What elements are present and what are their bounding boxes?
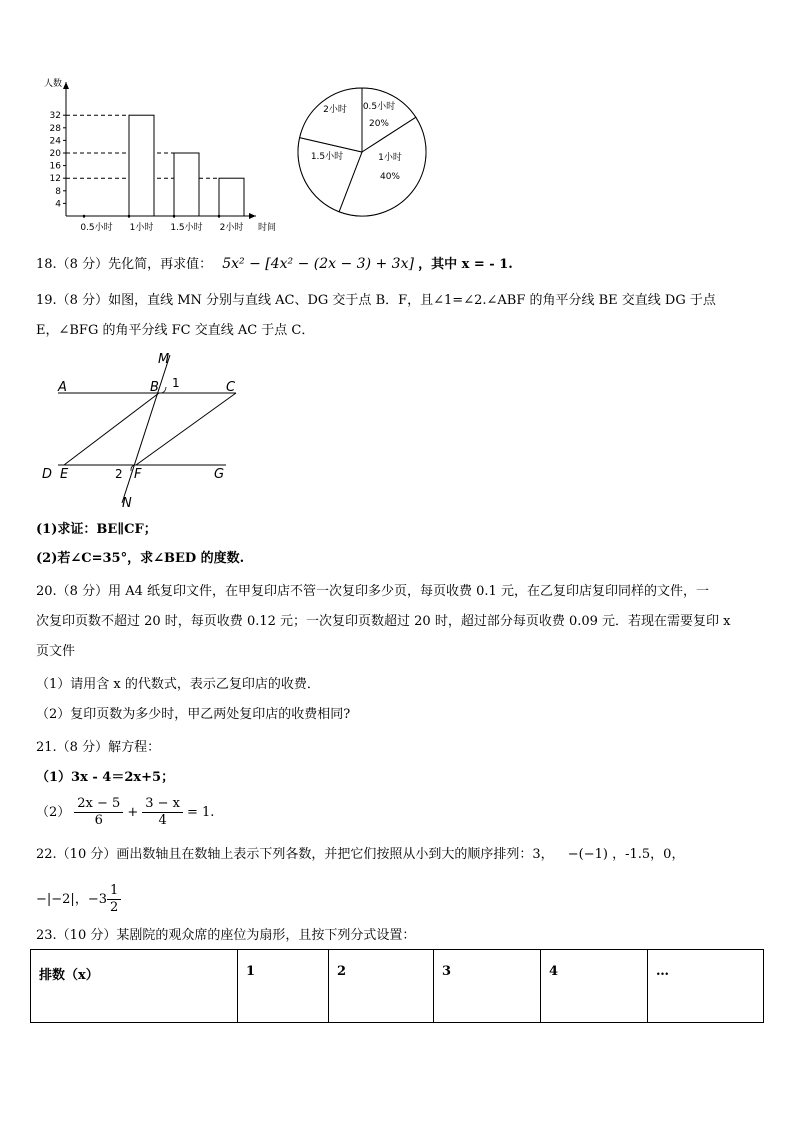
q21-part1: （1）3x - 4＝2x+5； (36, 770, 175, 785)
table-header-cell: 1 (238, 950, 329, 1023)
q21-part2 (36, 796, 214, 829)
pie-slice-percent: 20% (368, 119, 390, 129)
q19-line2: E，∠BFG 的角平分线 FC 交直线 AC 于点 C． (36, 323, 315, 338)
bar (129, 115, 154, 216)
pie-slice-label: 1小时 (378, 153, 402, 163)
q20-part2: （2）复印页数为多少时，甲乙两处复印店的收费相同? (36, 707, 351, 722)
q21-frac2-numerator: 3 − x (142, 796, 183, 813)
q21-title: 21.（8 分）解方程： (36, 740, 161, 755)
q22-intro: 22.（10 分）画出数轴且在数轴上表示下列各数，并把它们按照从小到大的顺序排列：3， (36, 847, 554, 862)
x-tick-label: 1.5小时 (170, 223, 203, 233)
label-E: E (60, 467, 69, 482)
table-header-cell: 排数（x） (31, 950, 238, 1023)
y-tick-label: 4 (55, 199, 61, 210)
q20-line1: 20.（8 分）用 A4 纸复印文件，在甲复印店不管一次复印多少页，每页收费 0.1 元，在乙复印店复印同样的文件，一 (36, 584, 709, 599)
question-18 (36, 256, 513, 273)
bar (219, 178, 244, 216)
seat-table (30, 949, 764, 1023)
q23-line1: 23.（10 分）某剧院的观众席的座位为扇形，且按下列分式设置： (36, 928, 416, 943)
x-tick-label: 2小时 (219, 223, 244, 233)
y-tick-label: 24 (49, 136, 61, 147)
label-G: G (214, 467, 225, 482)
table-header-cell: 2 (329, 950, 434, 1023)
x-tick-dot (173, 215, 176, 218)
q22-item-neg-neg-1: −(−1) (567, 847, 608, 862)
pie-slice-label: 0.5小时 (362, 102, 396, 112)
q22-mixed-fraction (107, 883, 121, 916)
q22-item-mixed-prefix: ，−3 (74, 891, 107, 907)
y-axis-title: 人数 (43, 79, 62, 89)
pie-slice-label: 1.5小时 (310, 152, 344, 162)
q19-part1: (1)求证：BE∥CF； (36, 522, 157, 537)
x-tick-dot (218, 215, 221, 218)
table-header-cell: 3 (434, 950, 541, 1023)
table-row (31, 950, 764, 1023)
y-tick-label: 32 (49, 111, 61, 122)
q19-part2: (2)若∠C=35°，求∠BED 的度数. (36, 551, 245, 566)
y-tick-label: 28 (49, 123, 61, 134)
label-N: N (122, 496, 132, 510)
y-tick-label: 12 (49, 174, 61, 185)
q21-frac1-numerator: 2x − 5 (74, 796, 123, 813)
q21-part2-label: （2） (36, 804, 71, 820)
y-tick-label: 16 (49, 161, 61, 172)
label-2: 2 (115, 467, 123, 481)
label-1: 1 (172, 376, 180, 390)
pie-chart (290, 82, 435, 222)
q22-mixed-numerator: 1 (107, 883, 121, 900)
q18-prefix: 18.（8 分）先化简，再求值： (36, 257, 213, 272)
q22-item-neg-abs-neg-2: −|−2| (36, 891, 75, 907)
table-header-cell: … (648, 950, 764, 1023)
q21-fraction-2 (142, 796, 183, 829)
q22-line1 (36, 847, 684, 863)
q20-part1: （1）请用含 x 的代数式，表示乙复印店的收费． (36, 677, 320, 692)
bar (174, 153, 199, 216)
q21-frac1-denominator: 6 (94, 813, 103, 828)
y-tick-label: 20 (49, 149, 61, 159)
q22-mixed-denominator: 2 (110, 900, 119, 915)
y-axis-arrow (63, 82, 69, 89)
table-header-cell: 4 (541, 950, 648, 1023)
q20-line2: 次复印页数不超过 20 时，每页收费 0.12 元；一次复印页数超过 20 时，超过部分每页收费 0.09 元．若现在需要复印 x (36, 614, 731, 629)
q21-plus: + (127, 804, 139, 820)
q21-frac2-denominator: 4 (158, 813, 167, 828)
label-M: M (158, 352, 170, 367)
label-C: C (226, 380, 236, 395)
pie-slice-percent: 40% (379, 172, 401, 182)
x-tick-label: 1小时 (129, 223, 154, 233)
q20-line3: 页文件 (36, 644, 76, 659)
q22-items-middle: ，-1.5，0， (612, 847, 685, 862)
x-tick-label: 0.5小时 (80, 223, 113, 233)
pie-slice-label: 2小时 (323, 105, 347, 115)
label-F: F (134, 467, 142, 482)
q21-fraction-1 (74, 796, 123, 829)
y-tick-label: 8 (55, 186, 61, 197)
x-tick-dot (128, 215, 131, 218)
label-A: A (58, 380, 67, 395)
x-axis-arrow (249, 213, 256, 219)
x-axis-title: 时间 (258, 223, 277, 233)
x-tick-dot (83, 215, 86, 218)
q19-line1: 19.（8 分）如图，直线 MN 分别与直线 AC、DG 交于点 B．F，且∠1=∠2.∠ABF 的角平分线 BE 交直线 DG 于点 (36, 293, 716, 308)
q19-figure (36, 345, 246, 510)
q18-suffix: ，其中 x = - 1. (418, 257, 513, 272)
label-B: B (150, 380, 159, 395)
bar-chart (30, 70, 280, 240)
q18-expression: 5x² − [4x² − (2x − 3) + 3x] (222, 256, 414, 272)
q21-equals: = 1. (186, 804, 215, 820)
label-D: D (42, 467, 53, 482)
q22-line2 (36, 883, 121, 916)
